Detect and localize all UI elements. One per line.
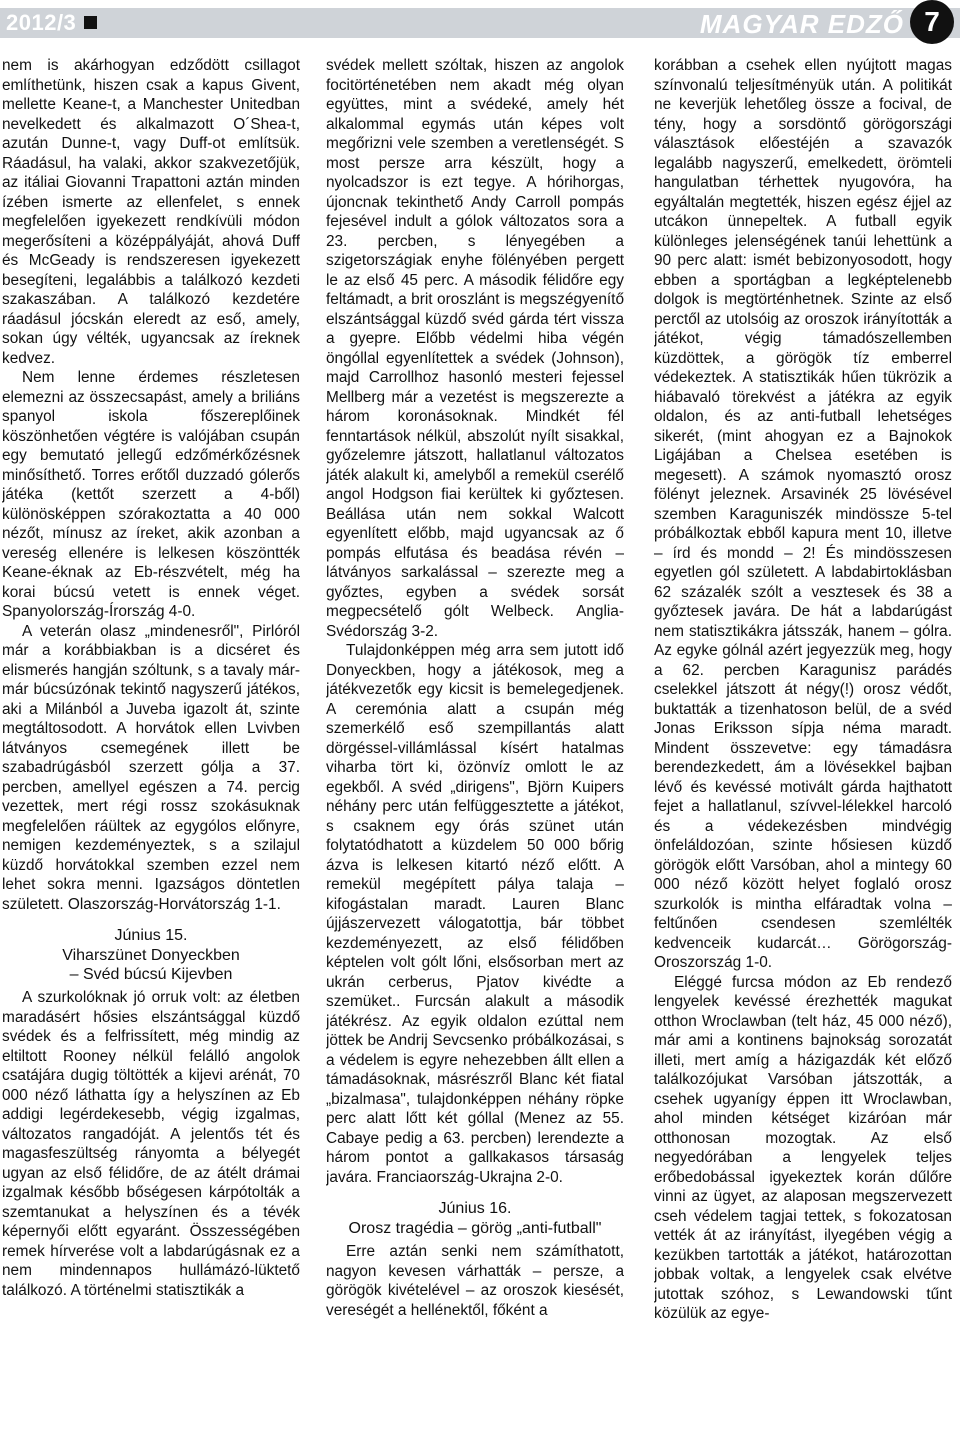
match-result: Görögország-Oroszország 1-0 <box>654 934 952 971</box>
paragraph-text: Tulajdonképpen még arra sem jutott idő Donyeckben, hogy a játékosok, meg a játékvezetők egy kicsit is bemelegedjenek. A ceremónia alatt a csupán még szemerkélő eső szempillantás alatt dörgéssel-villámlással kísért hatalmas viharba tört ki, özönvíz omlott le az egekből. A svéd „dirigens", Björn Kuipers néhány perc után felfüggesztette a játékot, s csaknem egy órás szünet után folytatódhatott a küzdelem 50 000 bőrig ázva is lelkesen kitartó néző előtt. A remekül megépített pálya talaja – kifogástalan maradt. Lauren Blanc újjászervezett válogatottja, bár többet kezdeményezett, az első félidőben képtelen volt gólt lőni, elsősorban mert az ukrán cerberus, Pjatov kivédte a szemüket.. Furcsán alakult a második játékrész. Az egyik oldalon ezúttal nem jöttek be Andrij Sevcsenko próbálkozásai, s a védelem is egyre nehezebben állt ellen a támadásoknak, másrészről Blanc két fiatal „bizalmasa", tulajdonképpen néhány röpke perc alatt lőtt két góllal (Menez az 55. Cabaye pedig a 63. percben) lerendezte a három pontot a gallkakasos társaság javára. <box>326 642 624 1186</box>
paragraph-text: . <box>276 895 281 913</box>
section-heading <box>2 926 300 984</box>
section-title: Orosz tragédia – görög „anti-futball" <box>348 1220 602 1237</box>
paragraph <box>654 973 952 1324</box>
square-icon <box>84 16 97 29</box>
section-date: Június 15. <box>114 927 188 944</box>
paragraph <box>2 988 300 1300</box>
paragraph-text: A szurkolóknak jó orruk volt: az életben maradásért hősies elszántsággal küzdő svédek és a felfrissített, még mindig az eltiltott Rooney nélkül felálló angolok csatájára dugig töltötték a kijevi arénát, 70 000 néző láthatta így a helyszínen az Eb addigi legérdekesebb, végig izgalmas, változatos rangadóját. A jelentős tét és magasfeszültség rányomta a bélyegét ugyan az első félidőre, de az átélt drámai izgalmak később bőségesen kárpótolták a szemtanukat a helyszínen és a tévék képernyői előtt egyaránt. Összességében remek hírverése volt a labdarúgásnak ez a nem mindennapos hullámázó-lüktető találkozó. A történelmi statisztikák a <box>2 989 300 1299</box>
paragraph-text: korábban a csehek ellen nyújtott magas színvonalú teljesítményük után. A politikát ne keverjük lehetőleg össze a focival, de tény, hogy a sorsdöntő görögországi választások előestéjén a szavazók legalább nagyszerű, emelkedett, örömteli hangulatban térhettek nyugovóra, ha egyáltalán megtették, hiszen egész éjjel az utcákon ünnepeltek. A futball egyik különleges jelenségének tanúi lehettünk a 90 perc alatt: ismét bebizonyosodott, hogy ebben a sportágban a legképtelenebb dolgok is megtörténhetnek. Szinte az első perctől az utolsóig az oroszok irányították a játékot, végig támadószellemben küzdöttek, a görögök tíz emberrel védekeztek. A statisztikák hűen tükrözik a hiábavaló törekvést a játékra az egyik oldalon, és az anti-futball lehetséges sikerét, (mint ahogyan ez a Bajnokok Ligájában a Chelsea esetében is megesett). A számok nyomasztó orosz fölényt jeleznek. Arsavinék 25 lövésével szemben Karaguniszék mindössze 5-tel próbálkoztak ebből kapura ment 10, illetve – írd és mondd – 2! És mindösszesen egyetlen gól született. A labdabirtoklásban 62 százalék szólt a vesztesek és 38 a győztesek javára. De hát a labdarúgást nem statisztikákra játsszák, hanem – gólra. Az egyke gólnál azért jegyezzük meg, hogy a 62. percben Karagunisz parádés cselekkel játszott át négy(!) orosz védőt, buktatták a tizenhatoson belül, de a svéd Jonas Eriksson sípja néma maradt. Mindent összevetve: egy támadásra berendezkedett, ám a lövésekkel bajban lévő és kevéssé motivált gárda hajthatott fejet a hallatlanul, szívvel-lélekkel harcoló és a védekezésben mindvégig önfeláldozóan, szinte hősiesen küzdő görögök előtt Varsóban, ahol a mintegy 60 000 néző között helyet foglaló orosz szurkolók is mintha elfáradtak volna – feltűnően csendesen szemlélték kedvenceik kudarcát… <box>654 57 952 952</box>
paragraph <box>326 1242 624 1320</box>
paragraph <box>2 368 300 622</box>
issue-number: 2012/3 <box>6 10 77 35</box>
paragraph <box>654 56 952 973</box>
match-result: Olaszország-Horvátország 1-1 <box>67 895 277 913</box>
paragraph <box>2 56 300 368</box>
paragraph-text: Eléggé furcsa módon az Eb rendező lengyelek kevéssé érezhették magukat otthon Wroclawban (telt ház, 45 000 néző), már ami a kontinens bajnokság sorozatát illeti, mert amíg a házigazdák két előző találkozójukat Varsóban játszották, a csehek ugyanígy éppen itt Wroclawban, ahol minden kétséget kizáróan már otthonosan mozogtak. Az első negyedórában a lengyelek teljes erőbedobással igyekeztek korán dűlőre vinni az ügyet, az alaposan megszervezett cseh védelem tagjai tettek, s fokozatosan vették át az irányítást, ilyegében végig a kezükben tartották a játékot, határozottan jobbak voltak, a lengyelek csak elvétve jutottak szóhoz, s Lewandowski tűnt közülük az egye- <box>654 973 952 1322</box>
section-date: Június 16. <box>438 1200 512 1217</box>
masthead-title: MAGYAR EDZŐ <box>699 9 904 39</box>
paragraph <box>2 622 300 915</box>
paragraph <box>326 641 624 1187</box>
article-column-3 <box>654 56 952 1440</box>
paragraph-text: svédek mellett szóltak, hiszen az angolok focitörténetében nem akadt még olyan együttes, mint a svédeké, amely hét alkalommal egymás után képes volt megőrizni vele szemben a veretlenségét. S most persze arra készült, hogy a nyolcadszor is ezt tegye. A hórihorgas, újoncnak tekinthető Andy Carroll pompás fejesével indult a gólok változatos sora a 23. percben, s lényegében a szigetországiak enyhe fölényében pergett le az első 45 perc. A második félidőre egy feltámadt, a brit oroszlánt is megszégyenítő elszántsággal küzdő svéd gárda tért vissza a gyepre. Előbb védelmi hiba végén öngóllal egyenlítettek a svédek (Johnson), majd Carrollhoz hasonló mesteri fejessel Mellberg már a vezetést is megszerezte a három koronásoknak. Mindkét fél fenntartások nélkül, abszolút nyílt sisakkal, győzelemre játszott, hallatlanul változatos játék alakult ki, amelyből a remekül cserélő angol Hodgson fiai kerültek ki győztesen. Beállása után nem sokkal Walcott egyenlített előbb, majd ugyancsak az ő pompás elfutása és beadása révén – látványos sarkalással – szerezte meg a győztes, egyben a svédek sorsát megpecsételő gólt Welbeck. <box>326 57 624 620</box>
paragraph-text: nem is akárhogyan edződött csillagot említhetünk, hiszen csak a kapus Givent, mellette Keane-t, a Manchester Unitedban nevelkedett és alkalmazott O´Shea-t, azután Dunne-t, vagy Duff-ot említsük. Ráadásul, ha valaki, akkor szakvezetőjük, az itáliai Giovanni Trapattoni aztán minden ízében ismerte az ellenfelet, s ennek megfelelően igyekezett rendkívüli módon megerősíteni a középpályáját, ahová Duff és McGeady is rendszeresen igyekezett besegíteni, legalábbis a találkozó kezdeti szakaszában. A találkozó kezdetére ráadásul jócskán eleredt az eső, amely, sokan úgy vélték, ugyancsak az íreknek kedvez. <box>2 57 300 367</box>
match-result: Spanyolország-Írország 4-0. <box>2 603 196 620</box>
paragraph-text: A veterán olasz „mindenesről", Pirlóról már a korábbiakban is a dicséret és elismerés hangján szóltunk, s a tavaly már-már búcsúzónak tekintő nagyszerű játékos, aki a Milánból a Juveba igazolt át, szinte megtáltosodott. A horvátok ellen Lvivben látványos csemegének illett be szabadrúgásból szerzett gólja a 37. percben, amellyel egészen a 74. percig vezettek, mert régi rossz szokásuknak megfelelően ráültek az egygólos előnyre, nemigen kezdeményeztek, s a szilajul küzdő horvátokkal szemben ezzel nem lehet sokra menni. Igazságos döntetlen született. <box>2 622 300 913</box>
page-header <box>0 0 960 46</box>
section-title: Viharszünet Donyeckben <box>62 947 240 964</box>
match-result: Anglia-Svédország 3-2. <box>326 603 624 640</box>
section-title: – Svéd búcsú Kijevben <box>69 966 233 983</box>
match-result: Franciaország-Ukrajna 2-0. <box>376 1168 563 1186</box>
article-column-1 <box>2 56 300 1440</box>
paragraph-text: Nem lenne érdemes részletesen elemezni az összecsapást, amely a briliáns spanyol iskola főszereplőinek köszönhetően végtére is valójában csupán egy bemutató jellegű edzőmérkőzésnek minősíthető. Torres erőtől duzzadó gólerős játéka (kettőt szerzett a 4-ből) különösképpen szórakoztatta a 40 000 nézőt, mínusz az íreket, akik azonban a vereség ellenére is lelkesen köszöntték Keane-éknak az Eb-részvételt, még ha korai búcsú vetett is ennek véget. <box>2 369 300 601</box>
paragraph <box>326 56 624 641</box>
paragraph-text: Erre aztán senki nem számíthatott, nagyon kevesen várhatták – persze, a görögök kivételével – az oroszok kiesését, vereségét a hellénektől, főként a <box>326 1243 624 1319</box>
section-heading <box>326 1199 624 1238</box>
article-column-2 <box>326 56 624 1440</box>
paragraph-text: . <box>767 954 773 971</box>
page-number: 7 <box>910 0 954 44</box>
